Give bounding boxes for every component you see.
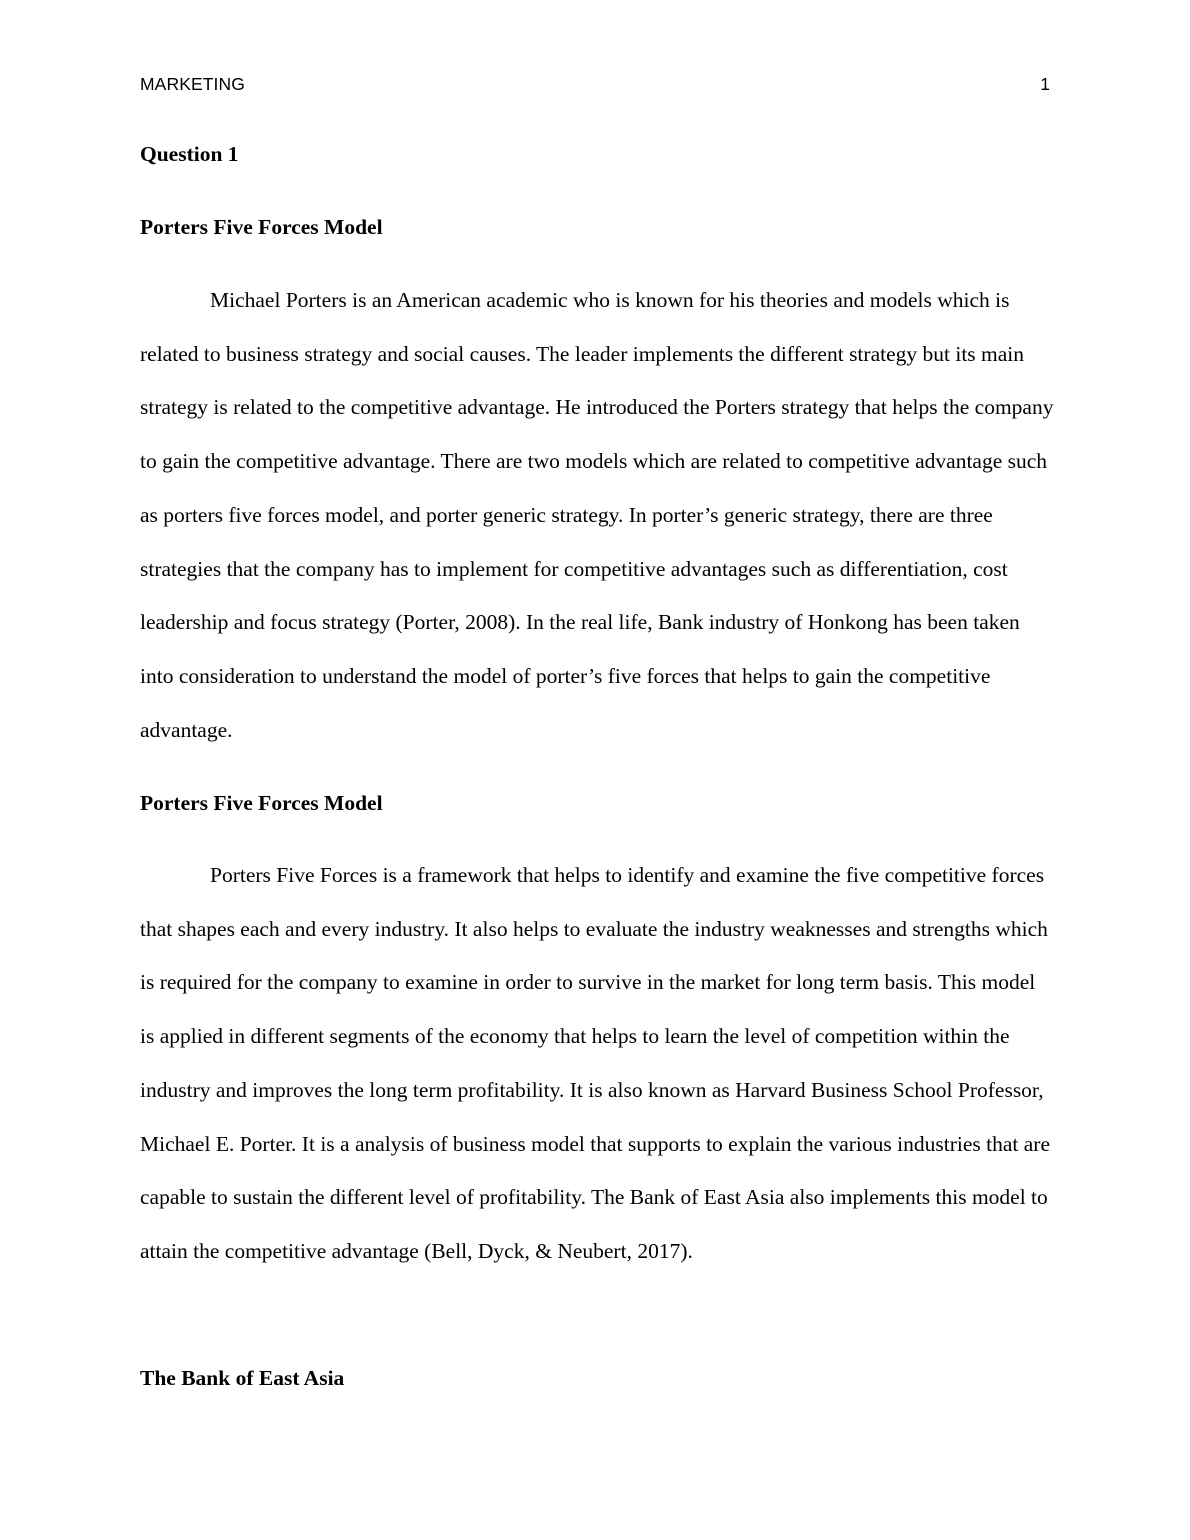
section-heading-porters-model: Porters Five Forces Model	[140, 215, 383, 239]
question-heading: Question 1	[140, 142, 239, 166]
section-heading-bank-of-east-asia: The Bank of East Asia	[140, 1366, 345, 1390]
paragraph-porters-intro: Michael Porters is an American academic who is known for his theories and models which is related to business strategy and social causes. The leader implements the different strategy but its main strategy is related to the competitive advantage. He introduced the Porters strategy that helps the company to gain the competitive advantage. There are two models which are related to competitive advantage such as porters five forces model, and porter generic strategy. In porter’s generic strategy, there are three strategies that the company has to implement for competitive advantages such as differentiation, cost leadership and focus strategy (Porter, 2008). In the real life, Bank industry of Honkong has been taken into consideration to understand the model of porter’s five forces that helps to gain the competitive advantage.	[140, 288, 1054, 742]
paragraph-five-forces-framework: Porters Five Forces is a framework that helps to identify and examine the five competitive forces that shapes each and every industry. It also helps to evaluate the industry weaknesses and strengths which is required for the company to examine in order to survive in the market for long term basis. This model is applied in different segments of the economy that helps to learn the level of competition within the industry and improves the long term profitability. It is also known as Harvard Business School Professor, Michael E. Porter. It is a analysis of business model that supports to explain the various industries that are capable to sustain the different level of profitability. The Bank of East Asia also implements this model to attain the competitive advantage (Bell, Dyck, & Neubert, 2017).	[140, 863, 1050, 1263]
page-number: 1	[1040, 74, 1050, 94]
running-head: MARKETING	[140, 74, 245, 94]
section-heading-porters-model-2: Porters Five Forces Model	[140, 791, 383, 815]
